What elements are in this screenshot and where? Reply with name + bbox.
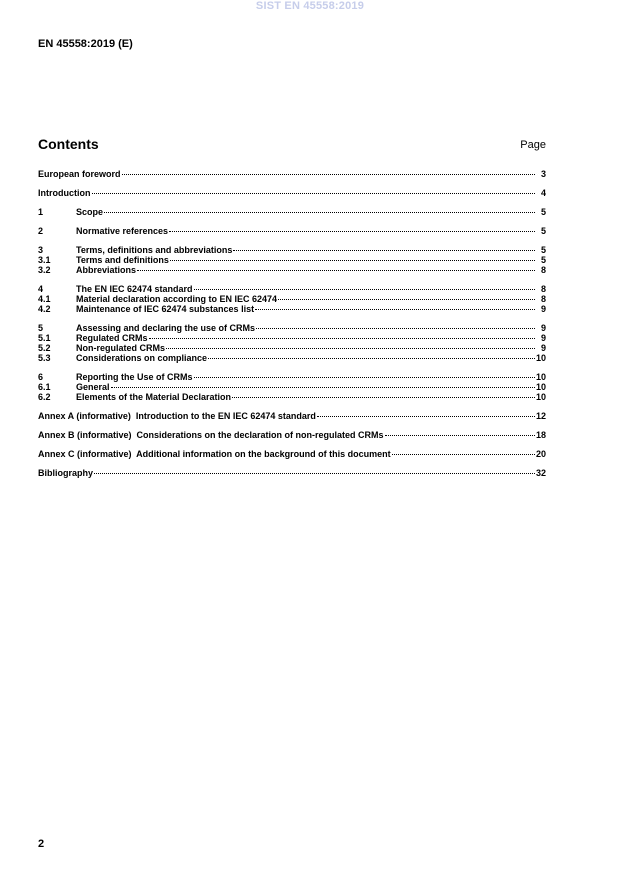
toc-entry-annex-a[interactable] [38, 411, 546, 421]
toc-entry-page: 9 [540, 333, 546, 343]
dot-leader [94, 473, 535, 474]
dot-leader [233, 250, 535, 251]
toc-entry-regulated-crms[interactable] [38, 333, 546, 343]
toc-entry-number: 6.1 [38, 382, 51, 392]
toc-entry-title: Scope [76, 207, 104, 217]
toc-entry-elements-material-declaration[interactable] [38, 392, 546, 402]
toc-entry-page: 5 [540, 245, 546, 255]
dot-leader [208, 358, 535, 359]
watermark: SIST EN 45558:2019 [255, 0, 365, 12]
document-id: EN 45558:2019 (E) [38, 38, 133, 50]
dot-leader [392, 454, 535, 455]
toc-entry-title: Terms and definitions [76, 255, 169, 265]
toc-entry-compliance[interactable] [38, 353, 546, 363]
dot-leader [122, 174, 535, 175]
dot-leader [317, 416, 535, 417]
dot-leader [232, 397, 535, 398]
toc-entry-number: 5.2 [38, 343, 51, 353]
toc-entry-title: Considerations on compliance [76, 353, 208, 363]
dot-leader [169, 231, 535, 232]
toc-entry-page: 10 [535, 372, 546, 382]
toc-entry-page: 10 [535, 382, 546, 392]
toc-entry-page: 8 [540, 284, 546, 294]
toc-entry-normative-references[interactable] [38, 226, 546, 236]
toc-entry-number: 6.2 [38, 392, 51, 402]
toc-entry-bibliography[interactable] [38, 468, 546, 478]
toc-entry-number: 1 [38, 207, 44, 217]
toc-entry-title: Reporting the Use of CRMs [76, 372, 193, 382]
toc-entry-number: 3 [38, 245, 44, 255]
toc-entry-page: 5 [540, 207, 546, 217]
toc-entry-title: Non-regulated CRMs [76, 343, 166, 353]
toc-entry-title: Abbreviations [76, 265, 137, 275]
toc-entry-page: 5 [540, 255, 546, 265]
toc-entry-non-regulated-crms[interactable] [38, 343, 546, 353]
toc-entry-page: 9 [540, 304, 546, 314]
toc-entry-title: Terms, definitions and abbreviations [76, 245, 233, 255]
page-column-label: Page [520, 139, 546, 151]
toc-entry-reporting-crms[interactable] [38, 372, 546, 382]
toc-entry-page: 5 [540, 226, 546, 236]
toc-entry-title: Material declaration according to EN IEC 62474 [76, 294, 278, 304]
toc-entry-page: 9 [540, 323, 546, 333]
toc-entry-scope[interactable] [38, 207, 546, 217]
toc-entry-number: 4.2 [38, 304, 51, 314]
dot-leader [104, 212, 535, 213]
dot-leader [137, 270, 535, 271]
dot-leader [255, 309, 535, 310]
toc-entry-general[interactable] [38, 382, 546, 392]
toc-entry-number: 5.1 [38, 333, 51, 343]
contents-title: Contents [38, 136, 99, 152]
toc-entry-number: 2 [38, 226, 44, 236]
dot-leader [92, 193, 536, 194]
dot-leader [385, 435, 535, 436]
toc-entry-title: Bibliography [38, 468, 94, 478]
page-number: 2 [38, 838, 45, 850]
dot-leader [170, 260, 535, 261]
toc-entry-title: Assessing and declaring the use of CRMs [76, 323, 256, 333]
toc-entry-title: Regulated CRMs [76, 333, 148, 343]
dot-leader [194, 289, 535, 290]
dot-leader [256, 328, 535, 329]
toc-entry-annex-c[interactable] [38, 449, 546, 459]
dot-leader [111, 387, 535, 388]
toc-entry-assessing-crms[interactable] [38, 323, 546, 333]
toc-entry-abbreviations[interactable] [38, 265, 546, 275]
toc-entry-title: Elements of the Material Declaration [76, 392, 232, 402]
toc-entry-title: Normative references [76, 226, 169, 236]
toc-entry-number: 4.1 [38, 294, 51, 304]
toc-entry-page: 4 [540, 188, 546, 198]
toc-entry-title: European foreword [38, 169, 121, 179]
toc-entry-european-foreword[interactable] [38, 169, 546, 179]
toc-entry-page: 3 [540, 169, 546, 179]
toc-entry-title: Annex C (informative) Additional information on the background of this document [38, 449, 391, 459]
toc-entry-annex-b[interactable] [38, 430, 546, 440]
toc-entry-terms-and-definitions[interactable] [38, 255, 546, 265]
toc-entry-page: 10 [535, 392, 546, 402]
toc-entry-number: 6 [38, 372, 44, 382]
toc-entry-number: 5 [38, 323, 44, 333]
table-of-contents [38, 169, 546, 478]
toc-entry-page: 20 [535, 449, 546, 459]
dot-leader [166, 348, 535, 349]
toc-entry-page: 9 [540, 343, 546, 353]
toc-entry-page: 8 [540, 294, 546, 304]
toc-entry-number: 4 [38, 284, 44, 294]
toc-entry-title: The EN IEC 62474 standard [76, 284, 193, 294]
toc-entry-number: 5.3 [38, 353, 51, 363]
toc-entry-terms[interactable] [38, 245, 546, 255]
toc-entry-title: Introduction [38, 188, 91, 198]
toc-entry-number: 3.2 [38, 265, 51, 275]
toc-entry-page: 10 [535, 353, 546, 363]
toc-entry-page: 18 [535, 430, 546, 440]
toc-entry-title: Maintenance of IEC 62474 substances list [76, 304, 255, 314]
toc-entry-en-iec-62474[interactable] [38, 284, 546, 294]
dot-leader [149, 338, 535, 339]
toc-entry-page: 8 [540, 265, 546, 275]
toc-entry-introduction[interactable] [38, 188, 546, 198]
toc-entry-number: 3.1 [38, 255, 51, 265]
toc-entry-title: General [76, 382, 110, 392]
dot-leader [194, 377, 535, 378]
toc-entry-title: Annex B (informative) Considerations on the declaration of non-regulated CRMs [38, 430, 384, 440]
toc-entry-page: 32 [535, 468, 546, 478]
toc-entry-maintenance[interactable] [38, 304, 546, 314]
dot-leader [278, 299, 535, 300]
toc-entry-material-declaration[interactable] [38, 294, 546, 304]
toc-entry-title: Annex A (informative) Introduction to the EN IEC 62474 standard [38, 411, 316, 421]
toc-entry-page: 12 [535, 411, 546, 421]
